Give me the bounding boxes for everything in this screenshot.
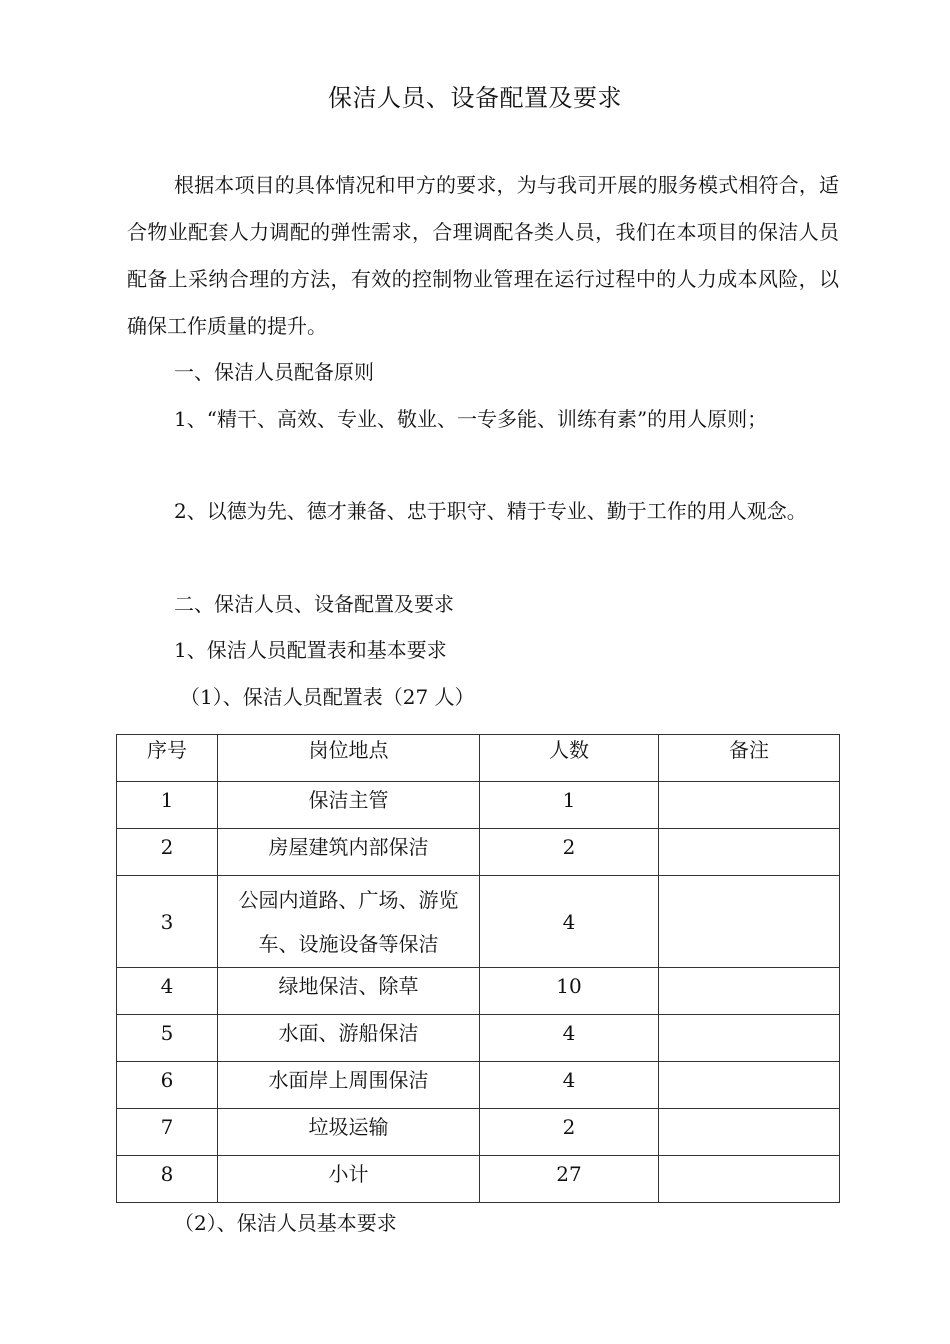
table-row	[117, 1156, 840, 1203]
table-row	[117, 1015, 840, 1062]
table-row	[117, 829, 840, 876]
cell-count: 2	[480, 1109, 659, 1156]
cell-no: 1	[117, 782, 218, 829]
section-heading-2: 二、保洁人员、设备配置及要求	[174, 592, 454, 616]
cell-count: 27	[480, 1156, 659, 1203]
principle-2: 2、以德为先、德才兼备、忠于职守、精于专业、勤于工作的用人观念。	[174, 499, 807, 523]
subsection-heading-2: （2）、保洁人员基本要求	[174, 1211, 397, 1235]
cell-location: 房屋建筑内部保洁	[218, 829, 480, 876]
table-row	[117, 1109, 840, 1156]
table-row	[117, 876, 840, 968]
table-row	[117, 968, 840, 1015]
table-header-row	[117, 735, 840, 782]
cell-location: 小计	[218, 1156, 480, 1203]
cell-count: 4	[480, 876, 659, 968]
cell-no: 3	[117, 876, 218, 968]
header-no: 序号	[117, 735, 218, 782]
section-heading-1: 一、保洁人员配备原则	[174, 360, 374, 384]
cell-location: 保洁主管	[218, 782, 480, 829]
cell-count: 4	[480, 1062, 659, 1109]
cell-no: 2	[117, 829, 218, 876]
principle-1: 1、“精干、高效、专业、敬业、一专多能、训练有素”的用人原则；	[174, 407, 768, 431]
staff-allocation-table	[116, 734, 840, 1203]
cell-no: 7	[117, 1109, 218, 1156]
cell-no: 6	[117, 1062, 218, 1109]
cell-location: 绿地保洁、除草	[218, 968, 480, 1015]
cell-count: 10	[480, 968, 659, 1015]
cell-remark	[659, 1109, 840, 1156]
cell-no: 5	[117, 1015, 218, 1062]
cell-no: 8	[117, 1156, 218, 1203]
cell-count: 2	[480, 829, 659, 876]
cell-location: 垃圾运输	[218, 1109, 480, 1156]
table-row	[117, 1062, 840, 1109]
cell-count: 4	[480, 1015, 659, 1062]
header-count: 人数	[480, 735, 659, 782]
cell-remark	[659, 876, 840, 968]
cell-location: 水面岸上周围保洁	[218, 1062, 480, 1109]
cell-remark	[659, 1062, 840, 1109]
cell-remark	[659, 1156, 840, 1203]
header-location: 岗位地点	[218, 735, 480, 782]
table-row	[117, 782, 840, 829]
cell-remark	[659, 968, 840, 1015]
cell-location: 水面、游船保洁	[218, 1015, 480, 1062]
cell-count: 1	[480, 782, 659, 829]
cell-location: 公园内道路、广场、游览车、设施设备等保洁	[218, 876, 480, 968]
cell-no: 4	[117, 968, 218, 1015]
cell-remark	[659, 1015, 840, 1062]
subsection-heading-1: 1、保洁人员配置表和基本要求	[174, 638, 447, 662]
cell-remark	[659, 829, 840, 876]
intro-paragraph: 根据本项目的具体情况和甲方的要求，为与我司开展的服务模式相符合，适合物业配套人力调配的弹性需求，合理调配各类人员，我们在本项目的保洁人员配备上采纳合理的方法，有效的控制物业管理在运行过程中的人力成本风险，以确保工作质量的提升。	[127, 173, 839, 338]
cell-remark	[659, 782, 840, 829]
header-remark: 备注	[659, 735, 840, 782]
table-caption: （1）、保洁人员配置表（27 人）	[180, 685, 475, 709]
page-title: 保洁人员、设备配置及要求	[328, 84, 622, 112]
